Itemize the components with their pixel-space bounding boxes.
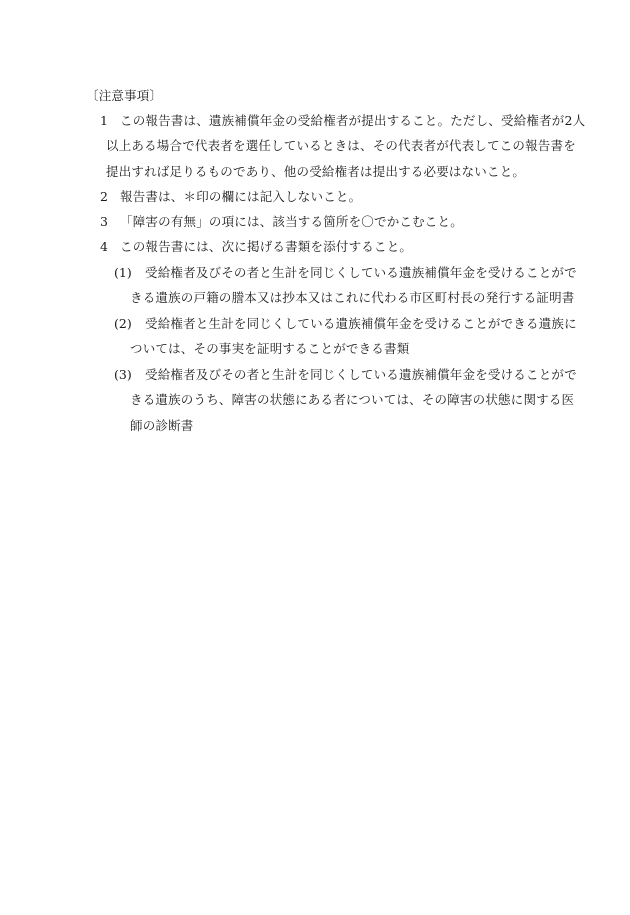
item-1-line-2: 以上ある場合で代表者を選任しているときは、その代表者が代表してこの報告書を [106,138,576,153]
subitem-2-line-1: 受給権者と生計を同じくしている遺族補償年金を受けることができる遺族に [145,316,577,331]
subitem-1-line-1: 受給権者及びその者と生計を同じくしている遺族補償年金を受けることがで [145,265,577,280]
item-3-number: 3 [100,214,108,229]
item-4-line-1: この報告書には、次に掲げる書類を添付すること。 [120,239,413,254]
item-1-line-1: この報告書は、遺族補償年金の受給権者が提出すること。ただし、受給権者が2人 [120,113,586,128]
subitem-1-line-2: きる遺族の戸籍の謄本又は抄本又はこれに代わる市区町村長の発行する証明書 [130,290,575,305]
item-2-number: 2 [100,189,108,204]
subitem-3-line-2: きる遺族のうち、障害の状態にある者については、その障害の状態に関する医 [130,392,575,407]
item-1-line-3: 提出すれば足りるものであり、他の受給権者は提出する必要はないこと。 [106,164,526,179]
item-1-number: 1 [100,113,108,128]
subitem-3-line-1: 受給権者及びその者と生計を同じくしている遺族補償年金を受けることがで [145,367,577,382]
subitem-3-number: (3) [114,367,132,382]
item-4-number: 4 [100,239,108,254]
item-3-line-1: 「障害の有無」の項には、該当する箇所を〇でかこむこと。 [120,214,463,229]
notes-heading: 〔注意事項〕 [86,88,163,103]
subitem-2-number: (2) [114,316,132,331]
item-2-line-1: 報告書は、＊印の欄には記入しないこと。 [120,189,362,204]
subitem-3-line-3: 師の診断書 [130,418,194,433]
subitem-2-line-2: ついては、その事実を証明することができる書類 [130,341,410,356]
subitem-1-number: (1) [114,265,132,280]
